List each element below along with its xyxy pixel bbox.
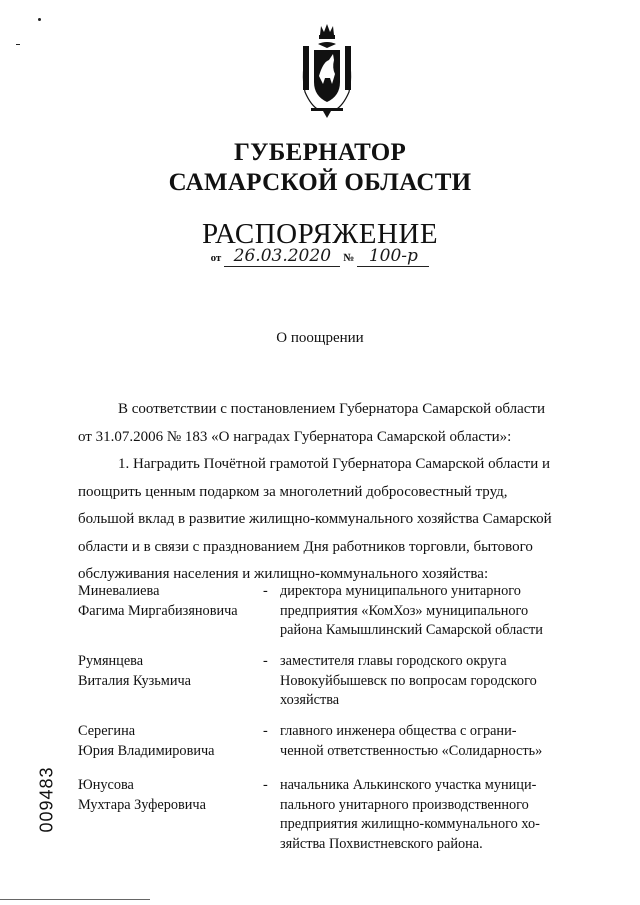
position-line: зяйства Похвистневского района. <box>280 835 483 852</box>
dash: - <box>263 777 268 793</box>
awardee-surname: Юнусова <box>78 777 134 793</box>
awardee-surname: Румянцева <box>78 653 144 669</box>
awardee-surname: Миневалиева <box>78 583 160 599</box>
document-type: РАСПОРЯЖЕНИЕ <box>201 218 439 250</box>
document-body <box>78 396 560 589</box>
scan-speck <box>16 44 20 45</box>
awardee-name <box>78 722 258 761</box>
position-line: главного инженера общества с ограни- <box>280 723 517 739</box>
registry-stamp-number: 009483 <box>36 766 57 833</box>
dash: - <box>263 653 268 669</box>
dash: - <box>263 583 268 599</box>
coat-of-arms-icon <box>297 22 357 120</box>
position-line: хозяйства <box>280 692 340 708</box>
document-subject: О поощрении <box>276 330 364 346</box>
item-line: обслуживания населения и жилищно-коммунального хозяйства: <box>78 566 489 582</box>
item-line: 1. Наградить Почётной грамотой Губернатора Самарской области и <box>118 456 550 472</box>
awardee-name <box>78 582 258 621</box>
position-line: Новокуйбышевск по вопросам городского <box>280 672 537 689</box>
awardee-position <box>280 582 560 641</box>
awardee-position <box>280 776 560 854</box>
item-line: большой вклад в развитие жилищно-коммунального хозяйства Самарской <box>78 511 552 527</box>
position-line: начальника Алькинского участка муници- <box>280 777 537 793</box>
position-line: заместителя главы городского округа <box>280 653 507 669</box>
awardee-entry <box>78 652 560 722</box>
position-line: предприятия жилищно-коммунального хо- <box>280 816 540 832</box>
awardee-name <box>78 776 258 815</box>
awardee-entry <box>78 776 560 856</box>
awardee-given-name: Виталия Кузьмича <box>78 672 192 689</box>
awardee-name <box>78 652 258 691</box>
handwritten-number: 100-р <box>357 246 429 267</box>
position-line: пального унитарного производственного <box>280 796 529 813</box>
date-label: от <box>210 252 222 264</box>
awardee-given-name: Юрия Владимировича <box>78 742 215 759</box>
document-header <box>0 138 640 250</box>
awardee-entry <box>78 582 560 652</box>
item-line: поощрить ценным подарком за многолетний добросовестный труд, <box>78 483 508 500</box>
awardee-given-name: Мухтара Зуферовича <box>78 796 206 813</box>
dash: - <box>263 723 268 739</box>
handwritten-date: 26.03.2020 <box>224 246 340 267</box>
preamble-line: от 31.07.2006 № 183 «О наградах Губернатора Самарской области»: <box>78 428 512 445</box>
item-line: области и в связи с празднованием Дня работников торговли, бытового <box>78 538 533 555</box>
awardee-given-name: Фагима Миргабизяновича <box>78 602 238 619</box>
position-line: предприятия «КомХоз» муниципального <box>280 602 529 619</box>
registration-line <box>0 246 640 267</box>
awardee-entry <box>78 722 560 776</box>
awardee-position <box>280 652 560 711</box>
awardee-position <box>280 722 560 761</box>
preamble-line: В соответствии с постановлением Губернатора Самарской области <box>118 401 546 417</box>
scan-speck <box>38 18 41 21</box>
awardee-list <box>78 582 560 856</box>
position-line: директора муниципального унитарного <box>280 583 521 599</box>
issuer-title-line1: ГУБЕРНАТОР <box>233 139 407 166</box>
issuer-title-line2: САМАРСКОЙ ОБЛАСТИ <box>168 169 472 196</box>
awardee-surname: Серегина <box>78 723 136 739</box>
position-line: района Камышлинский Самарской области <box>280 622 543 638</box>
position-line: ченной ответственностью «Солидарность» <box>280 742 543 759</box>
bottom-rule <box>0 899 150 900</box>
number-label: № <box>343 252 355 264</box>
